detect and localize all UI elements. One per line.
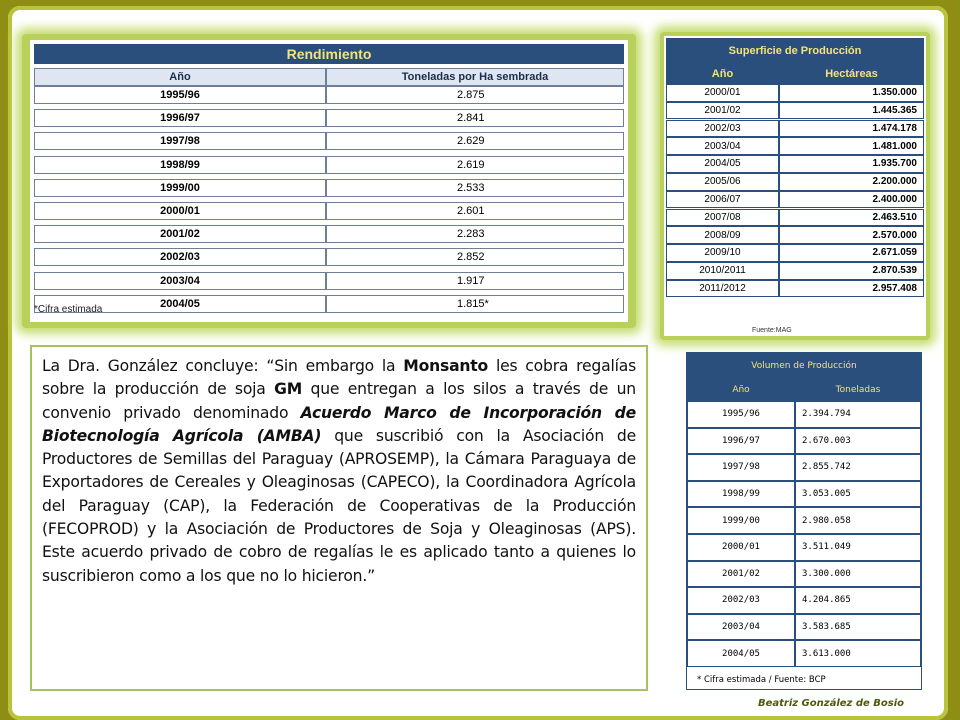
superficie-row bbox=[666, 280, 924, 298]
rendimiento-cell-value: 2.629 bbox=[326, 132, 624, 150]
superficie-title: Superficie de Producción bbox=[666, 38, 924, 64]
superficie-source: Fuente:MAG bbox=[752, 327, 792, 334]
volumen-cell-value: 3.583.685 bbox=[795, 614, 921, 641]
volumen-cell-value: 3.613.000 bbox=[795, 640, 921, 667]
volumen-cell-value: 4.204.865 bbox=[795, 587, 921, 614]
quote-text-4: que suscribió con la Asociación de Productores de Semillas del Paraguay (APROSEMP), la Cámara Paraguaya de Exportadores de Cereales y Oleaginosas (CAPECO), la Coordinadora Agrícola del Paraguay (CAP), la Federación de Cooperativas de la Producción (FECOPROD) y la Asociación de Productores de Soja y Oleaginosas (APS). Este acuerdo privado de cobro de regalías le es aplicado tanto a quienes lo suscribieron como a los que no lo hicieron.” bbox=[42, 426, 636, 585]
superficie-table bbox=[664, 36, 926, 336]
superficie-cell-year: 2007/08 bbox=[666, 209, 779, 227]
rendimiento-col-year: Año bbox=[34, 68, 326, 86]
superficie-row bbox=[666, 120, 924, 138]
superficie-cell-value: 1.935.700 bbox=[779, 155, 924, 173]
rendimiento-row bbox=[34, 202, 624, 220]
superficie-header bbox=[666, 64, 924, 84]
volumen-col-year: Año bbox=[687, 379, 795, 401]
rendimiento-row bbox=[34, 225, 624, 243]
volumen-cell-value: 3.300.000 bbox=[795, 561, 921, 588]
rendimiento-cell-year: 2000/01 bbox=[34, 202, 326, 220]
superficie-cell-value: 2.400.000 bbox=[779, 191, 924, 209]
superficie-cell-year: 2011/2012 bbox=[666, 280, 779, 298]
volumen-row bbox=[687, 614, 921, 641]
superficie-cell-year: 2006/07 bbox=[666, 191, 779, 209]
volumen-cell-year: 2001/02 bbox=[687, 561, 795, 588]
superficie-row bbox=[666, 262, 924, 280]
rendimiento-row bbox=[34, 272, 624, 290]
quote-bold-italic-amba: Acuerdo Marco de Incorporación de Biotecnología Agrícola (AMBA) bbox=[42, 403, 636, 445]
volumen-cell-year: 1998/99 bbox=[687, 481, 795, 508]
rendimiento-cell-value: 2.852 bbox=[326, 248, 624, 266]
superficie-col-value: Hectáreas bbox=[779, 64, 924, 84]
superficie-cell-year: 2000/01 bbox=[666, 84, 779, 102]
superficie-cell-value: 1.350.000 bbox=[779, 84, 924, 102]
volumen-cell-value: 2.855.742 bbox=[795, 454, 921, 481]
superficie-row bbox=[666, 137, 924, 155]
superficie-cell-value: 2.870.539 bbox=[779, 262, 924, 280]
superficie-cell-year: 2009/10 bbox=[666, 244, 779, 262]
volumen-cell-value: 2.670.003 bbox=[795, 428, 921, 455]
superficie-row bbox=[666, 102, 924, 120]
quote-bold-monsanto: Monsanto bbox=[403, 357, 489, 375]
volumen-row bbox=[687, 428, 921, 455]
rendimiento-row bbox=[34, 86, 624, 104]
superficie-col-year: Año bbox=[666, 64, 779, 84]
volumen-cell-year: 1997/98 bbox=[687, 454, 795, 481]
rendimiento-row bbox=[34, 248, 624, 266]
volumen-cell-year: 2004/05 bbox=[687, 640, 795, 667]
superficie-row bbox=[666, 209, 924, 227]
rendimiento-table bbox=[30, 40, 628, 322]
volumen-cell-value: 3.511.049 bbox=[795, 534, 921, 561]
rendimiento-cell-value: 2.875 bbox=[326, 86, 624, 104]
superficie-row bbox=[666, 84, 924, 102]
volumen-cell-year: 1995/96 bbox=[687, 401, 795, 428]
volumen-row bbox=[687, 507, 921, 534]
superficie-cell-value: 1.474.178 bbox=[779, 120, 924, 138]
volumen-header bbox=[687, 379, 921, 401]
superficie-cell-value: 2.570.000 bbox=[779, 226, 924, 244]
superficie-cell-year: 2002/03 bbox=[666, 120, 779, 138]
quote-paragraph bbox=[32, 347, 646, 588]
rendimiento-cell-year: 1996/97 bbox=[34, 109, 326, 127]
superficie-cell-value: 2.200.000 bbox=[779, 173, 924, 191]
superficie-row bbox=[666, 155, 924, 173]
rendimiento-cell-value: 1.917 bbox=[326, 272, 624, 290]
rendimiento-row bbox=[34, 179, 624, 197]
rendimiento-col-value: Toneladas por Ha sembrada bbox=[326, 68, 624, 86]
author-credit: Beatriz González de Bosio bbox=[757, 698, 904, 709]
rendimiento-cell-year: 2002/03 bbox=[34, 248, 326, 266]
volumen-cell-year: 1996/97 bbox=[687, 428, 795, 455]
rendimiento-cell-value: 1.815* bbox=[326, 295, 624, 313]
rendimiento-cell-year: 1998/99 bbox=[34, 156, 326, 174]
rendimiento-cell-year: 1995/96 bbox=[34, 86, 326, 104]
superficie-cell-year: 2004/05 bbox=[666, 155, 779, 173]
rendimiento-cell-value: 2.533 bbox=[326, 179, 624, 197]
volumen-cell-year: 2000/01 bbox=[687, 534, 795, 561]
superficie-cell-value: 2.957.408 bbox=[779, 280, 924, 298]
rendimiento-cell-year: 1997/98 bbox=[34, 132, 326, 150]
rendimiento-row bbox=[34, 132, 624, 150]
quote-text-3: que entregan a los silos a través de un convenio privado denominado bbox=[42, 380, 636, 422]
superficie-cell-year: 2001/02 bbox=[666, 102, 779, 120]
volumen-row bbox=[687, 534, 921, 561]
volumen-col-value: Toneladas bbox=[795, 379, 921, 401]
quote-bold-gm: GM bbox=[274, 380, 303, 399]
rendimiento-note: *Cifra estimada bbox=[34, 304, 103, 315]
volumen-table bbox=[686, 352, 922, 690]
volumen-cell-year: 2003/04 bbox=[687, 614, 795, 641]
superficie-cell-value: 1.445.365 bbox=[779, 102, 924, 120]
rendimiento-header bbox=[34, 68, 624, 86]
rendimiento-cell-value: 2.619 bbox=[326, 156, 624, 174]
rendimiento-row bbox=[34, 109, 624, 127]
volumen-cell-value: 2.394.794 bbox=[795, 401, 921, 428]
volumen-cell-year: 1999/00 bbox=[687, 507, 795, 534]
rendimiento-cell-value: 2.601 bbox=[326, 202, 624, 220]
superficie-row bbox=[666, 226, 924, 244]
rendimiento-cell-year: 1999/00 bbox=[34, 179, 326, 197]
superficie-row bbox=[666, 191, 924, 209]
rendimiento-row bbox=[34, 156, 624, 174]
superficie-cell-value: 2.463.510 bbox=[779, 209, 924, 227]
superficie-cell-year: 2005/06 bbox=[666, 173, 779, 191]
volumen-cell-year: 2002/03 bbox=[687, 587, 795, 614]
quote-text-1: La Dra. González concluye: “Sin embargo la bbox=[42, 357, 404, 375]
rendimiento-cell-year: 2003/04 bbox=[34, 272, 326, 290]
volumen-title: Volumen de Producción bbox=[687, 353, 921, 379]
volumen-cell-value: 3.053.005 bbox=[795, 481, 921, 508]
superficie-row bbox=[666, 173, 924, 191]
superficie-cell-value: 1.481.000 bbox=[779, 137, 924, 155]
quote-text-2: les cobra regalías sobre la producción de soja bbox=[42, 357, 637, 399]
superficie-row bbox=[666, 244, 924, 262]
volumen-row bbox=[687, 454, 921, 481]
rendimiento-cell-value: 2.841 bbox=[326, 109, 624, 127]
volumen-row bbox=[687, 401, 921, 428]
volumen-cell-value: 2.980.058 bbox=[795, 507, 921, 534]
quote-text-box bbox=[30, 345, 648, 691]
rendimiento-cell-value: 2.283 bbox=[326, 225, 624, 243]
volumen-row bbox=[687, 481, 921, 508]
volumen-row bbox=[687, 587, 921, 614]
rendimiento-cell-year: 2001/02 bbox=[34, 225, 326, 243]
superficie-cell-year: 2008/09 bbox=[666, 226, 779, 244]
superficie-cell-year: 2003/04 bbox=[666, 137, 779, 155]
superficie-cell-year: 2010/2011 bbox=[666, 262, 779, 280]
volumen-note: * Cifra estimada / Fuente: BCP bbox=[697, 674, 826, 685]
superficie-cell-value: 2.671.059 bbox=[779, 244, 924, 262]
volumen-row bbox=[687, 640, 921, 667]
rendimiento-title: Rendimiento bbox=[34, 44, 624, 64]
volumen-row bbox=[687, 561, 921, 588]
rendimiento-cell-year: 2004/05 bbox=[34, 295, 326, 313]
rendimiento-row bbox=[34, 295, 624, 313]
